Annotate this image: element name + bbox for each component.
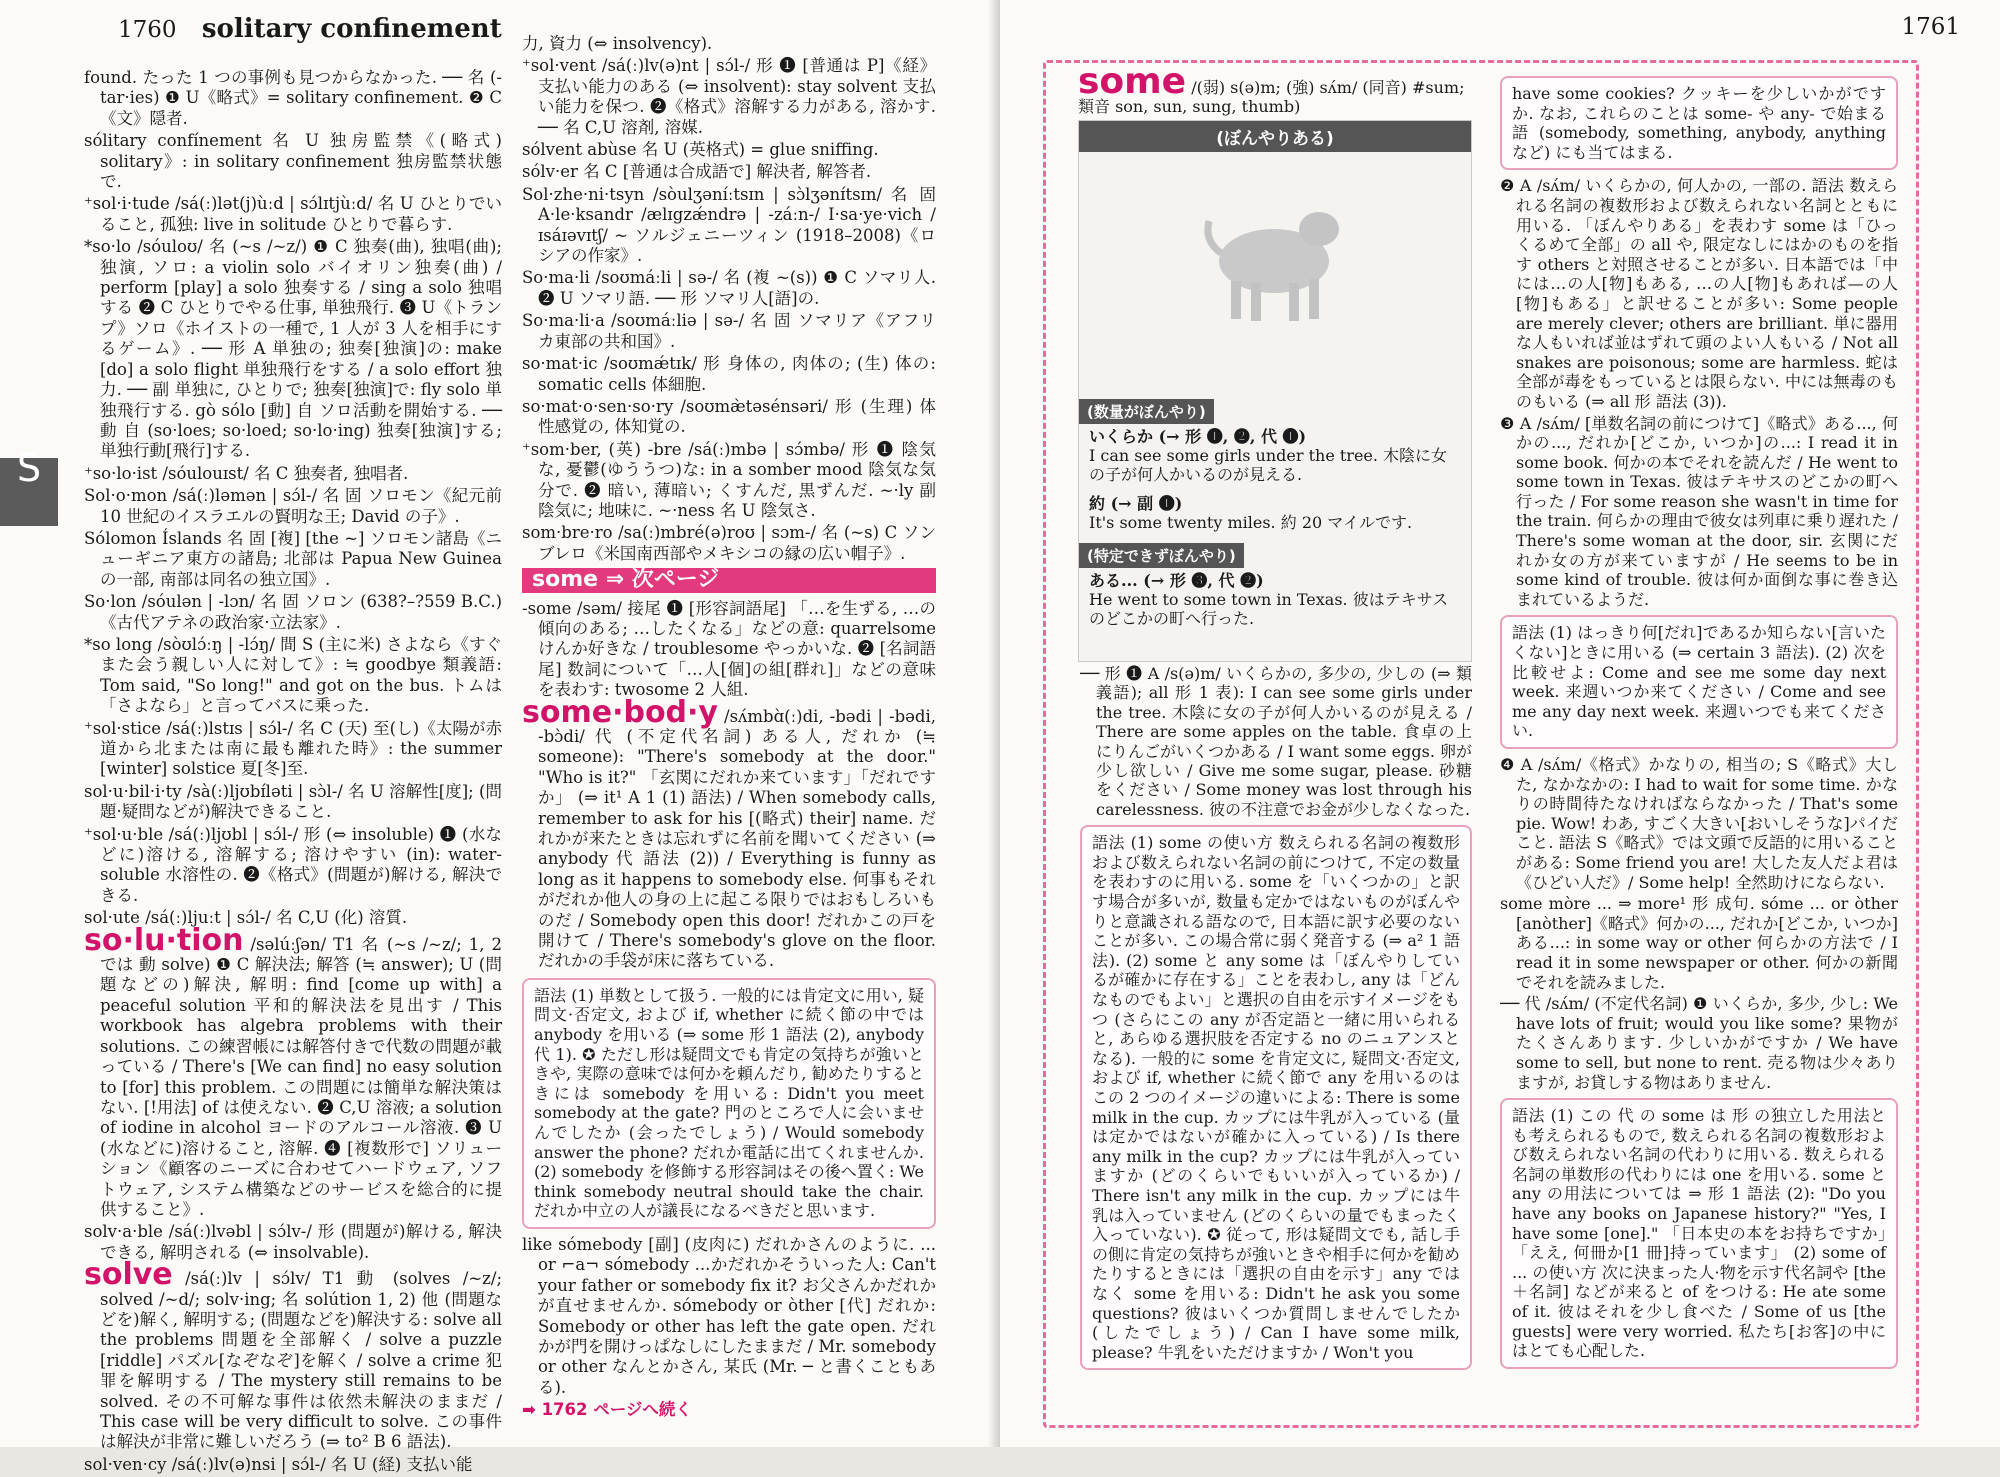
figure-section-1-head: いくらか (→ 形 ❶, ❷, 代 ❶)	[1089, 427, 1307, 446]
entry-soluble: ⁺sol·u·ble /sá(ː)ljʊbl | sɔ́l-/ 形 (⇔ insoluble) ❶ (水などに)溶ける, 溶解する; 溶けやすい (in): water-soluble 水溶性の. ❷《格式》(問題が)解ける, 解決できる.	[84, 824, 502, 905]
left-column-2	[522, 34, 936, 1421]
some-adjective-sense-3: ❸ A /sʌ́m/ [単数名詞の前につけて]《略式》ある..., 何かの..., だれか[どこか, いつか]の...: I read it in some book. 何かの本でそれを読んだ / He went to some town in Texas. 彼はテキサスのどこかの町へ行った / For some reason she wasn't in time for the train. 何らかの理由で彼女は列車に乗り遅れた / There's some woman at the door, sir. 玄関にだれか女の方が来ていますが / He seems to be in some kind of trouble. 彼は何か面倒な事に巻き込まれているようだ.	[1500, 413, 1898, 609]
figure-section-2-text: It's some twenty miles. 約 20 マイルです.	[1089, 513, 1413, 532]
entry-somatosensory: so·mat·o·sen·so·ry /soʊmæ̀təsénsəri/ 形 (生理) 体性感覚の, 体知覚の.	[522, 396, 936, 437]
entry-solitary-confinement: sólitary confínement 名 U 独房監禁《(略式) solitary》: in solitary confinement 独房監禁状態で.	[84, 131, 502, 192]
running-head-word: solitary confinement	[201, 14, 502, 44]
figure-section-3-text: He went to some town in Texas. 彼はテキサスのどこかの町へ行った.	[1089, 590, 1449, 628]
entry-solomon-islands: Sólomon Íslands 名 固 [複] [the ~] ソロモン諸島《ニューギニア東方の諸島; 北部は Papua New Guinea の一部, 南部は同名の独立国》.	[84, 528, 502, 589]
entry-solver: sólv·er 名 C [普通は合成語で] 解決者, 解答者.	[522, 162, 872, 182]
solution-definition: /səlúːʃən/ T1 名 (~s /~z/; 1, 2 では 動 solve) ❶ C 解決法; 解答 (≒ answer); U (問題などの)解決, 解明: find [come up with] a peaceful solution 平和的解決法を見出す / This workbook has algebra problems with their solutions. この練習帳には解答付きで代数の問題が載っている / There's [We can find] no easy solution to [for] this problem. この問題には簡単な解決策はない. [!用法] of は使えない. ❷ C,U 溶液; a solution of iodine in alcohol ヨードのアルコール溶液. ❸ U (水などに)溶けること, 溶解. ❹ [複数形で] ソリューション《顧客のニーズに合わせてハードウェア, ソフトウェア, システム構築などのサービスを総合的に提供すること》.	[100, 934, 503, 1219]
left-page	[0, 0, 1000, 1474]
entry-solution	[84, 922, 503, 1221]
entry-solvency: sol·ven·cy /sá(ː)lv(ə)nsi | sɔ́l-/ 名 U (経) 支払い能	[84, 1454, 473, 1474]
entry-solitary-tail: found. たった 1 つの事例も見つからなかった. ── 名 (-tar·ies) ❶ U《略式》= solitary confinement. ❷ C《文》隠者.	[84, 68, 502, 128]
entry-somatic: so·mat·ic /soʊmǽtɪk/ 形 身体の, 肉体の; (生) 体の: somatic cells 体細胞.	[522, 354, 936, 394]
entry-sombrero: som·bre·ro /sa(ː)mbré(ə)roʊ | sɔm-/ 名 (~s) C ソンブレロ《米国南西部やメキシコの縁の広い帽子》.	[522, 523, 936, 563]
entry-solve	[84, 1257, 502, 1453]
entry-solo: *so·lo /sóuloʊ/ 名 (~s /~z/) ❶ C 独奏(曲), 独唱(曲); 独演, ソロ: a violin solo バイオリン独奏(曲) / perform [play] a solo 独奏する / sing a solo 独唱する ❷ C ひとりでやる仕事, 単独飛行. ❸ U《トランプ》ソロ《ホイストの一種で, 1 人が 3 人を相手にするゲーム》. ── 形 A 単独の; 独奏[独演]の: make [do] a solo flight 単独飛行をする / a solo effort 独力. ── 副 単独に, ひとりで; 独奏[独演]で: fly solo 単独飛行する. gò sólo [動] 自 ソロ活動を開始する. ── 動 自 (so·loes; so·loed; so·lo·ing) 独奏[独演]する; 単独行動[飛行]する.	[84, 237, 502, 461]
some-pronoun-sense-1: ── 代 /sʌ́m/ (不定代名詞) ❶ いくらか, 多少, 少し: We have lots of fruit; would you like some? 果物がたくさんあります. 少しいかがですか / We have some to sell, but none to rent. 売る物は少々ありますが, お貸しする物はありません.	[1500, 994, 1898, 1092]
entry-soloist: ⁺so·lo·ist /sóulouɪst/ 名 C 独奏者, 独唱者.	[84, 463, 409, 483]
some-adjective-sense-1: ── 形 ❶ A /s(ə)m/ いくらかの, 多少の, 少しの (⇒ 類義語); all 形 1 表): I can see some girls under the tree. 木陰に女の子が何人かいるのが見える / There are some apples on the table. 食卓の上にりんごがいくつかある / I want some eggs. 卵が少し欲しい / Give me some sugar, please. 砂糖をください / Some money was lost through his carelessness. 彼の不注意でお金が少しなくなった.	[1080, 664, 1472, 819]
page-number-right: 1761	[1901, 14, 1960, 40]
entry-solvency-tail: 力, 資力 (⇔ insolvency).	[522, 34, 713, 53]
figure-section-1	[1079, 424, 1471, 535]
entry-solomon: Sol·o·mon /sá(ː)ləmən | sɔ́l-/ 名 固 ソロモン《紀元前 10 世紀のイスラエルの賢明な王; David の子》.	[84, 486, 502, 526]
some-pronunciation: /(弱) s(ə)m; (強) sʌ́m/ (同音) #sum; 類音 son, sun, sung, thumb)	[1078, 78, 1465, 116]
somebody-definition: /sʌ́mbɑ̀(ː)di, -bədi | -bədi, -bɔ̀di/ 代 (不定代名詞) ある人, だれか (≒ someone): "There's somebody at the door." "Who is it?" 「玄関にだれか来ています」「だれですか」 (⇒ it¹ A 1 (1) 語法) / When somebody calls, remember to ask for his [(略式) their] name. だれかが来たときは忘れずに名前を聞いてください (⇒ anybody 代 語法 (2)) / Everything is funny as long as it happens to somebody else. 何事もそれがだれか他人の身の上に起こる限りではおもしろいものだ / Somebody open this door! だれかこの戸を開けて / There's somebody's glove on the floor. だれかの手袋が床に落ちている.	[538, 706, 936, 971]
entry-solon: So·lon /sóulən | -lɔn/ 名 固 ソロン (638?–?559 B.C.)《古代アテネの政治家·立法家》.	[84, 592, 502, 632]
continue-link[interactable]: ➡ 1762 ページへ続く	[522, 1400, 692, 1420]
figure-section-label-1: (数量がぼんやり)	[1079, 399, 1214, 424]
entry-solstice: ⁺sol·stice /sá(ː)lstɪs | sɔ́l-/ 名 C (天) 至(し)《太陽が赤道から北または南に最も離れた時》: the summer [winter] solstice 夏[冬]至.	[84, 718, 502, 779]
right-column-2	[1500, 70, 1898, 1375]
figure-section-3-head: ある... (→ 形 ❸, 代 ❷)	[1089, 571, 1264, 590]
entry-somalia: So·ma·li·a /soʊmáːliə | sə-/ 名 固 ソマリア《アフリカ東部の共和国》.	[522, 311, 936, 351]
entry-solitude: ⁺sol·i·tude /sá(ː)lət(j)ùːd | sɔ́lɪtjùːd/ 名 U ひとりでいること, 孤独: live in solitude ひとりで暮らす.	[84, 194, 502, 234]
usage-note-some-3: 語法 (1) はっきり何[だれ]であるか知らない[言いたくない]ときに用いる (⇒ certain 3 語法). (2) 次を比較せよ: Come and see me some day next week. 来週いつか来てください / Come and see me any day next week. 来週いつでも来てください.	[1500, 615, 1898, 749]
right-column-1	[1080, 664, 1472, 1376]
usage-note-some-any: 語法 (1) some の使い方 数えられる名詞の複数形および数えられない名詞の前につけて, 不定の数量を表わすのに用いる. some を「いくつかの」と訳す場合が多いが, 数量も定かではないものがぼんやりと意識される語なので, 日本語に訳す必要のないことが多い. この場合常に弱く発音する (⇒ a² 1 語法). (2) some と any some は「ぼんやりしているが確かに存在する」ことを表わし, any は「どんなものでもよい」と選択の自由を示すイメージをもつ (さらにこの any が否定語と一緒に用いられると, あらゆる選択肢を否定する no のニュアンスとなる). 一般的に some を肯定文に, 疑問文·否定文, および if, whether に続く節で any を用いるのはこの 2 つのイメージの違いによる: There is some milk in the cup. カップには牛乳が入っている (量は定かではないが確かに入っている) / Is there any milk in the cup? カップには牛乳が入っていますか (どのくらいでもいいが入っているか) / There isn't any milk in the cup. カップには牛乳は入っていません (どのくらいの量でもまったく入っていない). ✪ 従って, 形は疑問文でも, 話し手の側に肯定の気持ちが強いときや相手に何かを勧めたりするときには「選択の自由を示す」any ではなく some を用いる: Didn't he ask you some questions? 彼はいくつか質問しませんでしたか (したでしょう) / Can I have some milk, please? 牛乳をいただけますか / Won't you	[1080, 825, 1472, 1370]
dog-silhouette-icon	[1199, 191, 1349, 331]
entry-solvable: solv·a·ble /sá(ː)lvəbl | sɔ́lv-/ 形 (問題が)解ける, 解決できる, 解明される (⇔ insolvable).	[84, 1222, 502, 1262]
some-illustration-box	[1078, 120, 1472, 662]
entry-solvent: ⁺sol·vent /sá(ː)lv(ə)nt | sɔ́l-/ 形 ❶ [普通は P]《経》支払い能力のある (⇔ insolvent): stay solvent 支払い能力を保つ. ❷《格式》溶解する力がある, 溶かす. ── 名 C,U 溶剤, 溶媒.	[522, 56, 936, 137]
some-headword: some	[1078, 61, 1187, 102]
entry-solzhenitsyn: Sol·zhe·ni·tsyn /sòulʒəníːtsɪn | sɔ̀lʒənɪ́tsɪn/ 名 固 A·le·ksandr /ælɪgzǽndrə | -záːn-/ I·sa·ye·vich /ɪsáɪəvɪtʃ/ ~ ソルジェニーツィン (1918–2008)《ロシアの作家》.	[522, 184, 936, 266]
some-banner: some ⇒ 次ページ	[522, 568, 936, 592]
figure-section-2-head: 約 (→ 副 ❶)	[1089, 494, 1183, 513]
some-headword-block	[1078, 61, 1468, 116]
entry-like-somebody: like sómebody [副] (皮肉に) だれかさんのように. ... or ⌐a¬ sómebody ...かだれかそういった人: Can't your father or somebody fix it? お父さんかだれかが直せませんか. sómebody or òther [代] だれか: Somebody or other has left the gate open. だれかが門を開けっぱなしにしたままだ / Mr. somebody or other なんとかさん, 某氏 (Mr. ─ と書くこともある).	[522, 1235, 936, 1397]
left-column-1	[84, 68, 502, 1477]
running-head	[118, 14, 502, 44]
entry-solvent-abuse: sólvent abùse 名 U (英格式) = glue sniffing.	[522, 140, 879, 160]
solution-headword: so·lu·tion	[84, 922, 244, 958]
figure-section-3	[1079, 568, 1471, 631]
entry-so-long: *so long /sòʊlɔ́ːŋ | -lɔ́ŋ/ 間 S (主に米) さよなら《すぐまた会う親しい人に対して》: ≒ goodbye 類義語: Tom said, "So long!" and got on the bus. トムは「さよなら」と言ってバスに乗った.	[84, 634, 502, 716]
somebody-headword: some·bod·y	[522, 694, 718, 730]
solve-definition: /sá(ː)lv | sɔ́lv/ T1 動 (solves /~z/; solved /~d/; solv·ing; 名 solútion 1, 2) 他 (問題などを)解く, 解明する; (問題などを)解決する: solve all the problems 問題を全部解く / solve a puzzle [riddle] パズル[なぞなぞ]を解く / solve a crime 犯罪を解明する / The mystery still remains to be solved. その不可解な事件は依然未解決のままだ / This case will be very difficult to solve. この事件は解決が非常に難しいだろう (⇒ to² B 6 語法).	[100, 1269, 502, 1452]
some-adjective-sense-4: ❹ A /sʌ́m/《格式》かなりの, 相当の; S《略式》大した, なかなかの: I had to wait for some time. かなりの時間待たなければならなかった / That's some pie. Wow! わあ, すごく大きい[おいしそうな]パイだこと. 語法 S《略式》では文頭で反語的に用いることがある: Some friend you are! 大した友人だよ君は《ひどい人だ》/ Some help! 全然助けにならない.	[1500, 755, 1898, 892]
entry-somber: ⁺som·ber, (英) -bre /sá(ː)mbə | sɔ́mbə/ 形 ❶ 陰気な, 憂鬱(ゆううつ)な: in a somber mood 陰気な気分で. ❷ 暗い, 薄暗い; くすんだ, 黒ずんだ. ~·ly 副 陰気に; 地味に. ~·ness 名 U 陰気さ.	[522, 439, 936, 520]
figure-section-1-text: I can see some girls under the tree. 木陰に女の子が何人かいるのが見える.	[1089, 446, 1448, 484]
page-number: 1760	[118, 17, 177, 43]
solve-headword: solve	[84, 1257, 173, 1293]
entry-solubility: sol·u·bil·i·ty /sà(ː)ljʊbɪ́ləti | sɔ̀l-/ 名 U 溶解性[度]; (問題·疑問などが)解決できること.	[84, 781, 502, 822]
figure-sections	[1079, 391, 1471, 631]
note-continuation: have some cookies? クッキーを少しいかがですか. なお, これらのことは some- や any- で始まる語 (somebody, something, anybody, anything など) にも当てはまる.	[1500, 76, 1898, 170]
figure-section-label-3: (特定できずぼんやり)	[1079, 543, 1244, 568]
some-phrases: some mòre ... ⇒ more¹ 形 成句. sóme ... or òther [anòther]《略式》何かの..., だれか[どこか, いつか]ある...: in some way or other 何らかの方法で / I read it in some newspaper or other. 何かの新聞でそれを読みました.	[1500, 894, 1898, 992]
entry-somebody	[522, 694, 936, 972]
entry-somali: So·ma·li /soʊmáːli | sə-/ 名 (複 ~(s)) ❶ C ソマリ人. ❷ U ソマリ語. ── 形 ソマリ人[語]の.	[522, 268, 936, 308]
entry-some-suffix: -some /səm/ 接尾 ❶ [形容詞語尾] 「…を生ずる, …の傾向のある; …したくなる」などの意: quarrelsome けんか好きな / troublesome やっかいな. ❷ [名詞語尾] 数詞について「…人[個]の組[群れ]」などの意味を表わす: twosome 2 人組.	[522, 598, 936, 700]
entry-solute: sol·ute /sá(ː)ljuːt | sɔ́l-/ 名 C,U (化) 溶質.	[84, 908, 408, 928]
usage-note-some-pronoun: 語法 (1) この 代 の some は 形 の独立した用法とも考えられるもので, 数えられる名詞の複数形および数えられない名詞の代わりに用いる. 数えられる名詞の単数形の代わりには one を用いる. some と any の用法については ⇒ 形 1 語法 (2): "Do you have any books on Japanese history?" "Yes, I have some [one]." 「日本史の本をお持ちですか」「ええ, 何冊か[1 冊]持っています」 (2) some of ... の使い方 次に決まった人·物を示す代名詞や [the＋名詞] などが来ると of をつける: He ate some of it. 彼はそれを少し食べた / Some of us [the guests] were very worried. 私たち[お客]の中にはとても心配した.	[1500, 1098, 1898, 1369]
some-adjective-sense-2: ❷ A /sʌ́m/ いくらかの, 何人かの, 一部の. 語法 数えられる名詞の複数形および数えられない名詞とともに用いる. 「ぼんやりある」を表わす some は「ひっくるめて全部」の all や, 限定なしにはかのものを指す others と対照させることが多い. 日本語では「中には…の人[物]もある, …の人[物]もあれば—の人[物]もある」と訳せることが多い: Some people are merely clever; others are brilliant. 単に器用な人もいれば並はずれて頭のよい人もいる / Not all snakes are poisonous; some are harmless. 蛇は全部が毒をもっているとは限らない. 中には無毒のものもいる (⇒ all 形 語法 (3)).	[1500, 176, 1898, 411]
usage-note-somebody: 語法 (1) 単数として扱う. 一般的には肯定文に用い, 疑問文·否定文, および if, whether に続く節の中では anybody を用いる (⇒ some 形 1 語法 (2), anybody 代 1). ✪ ただし形は疑問文でも肯定の気持ちが強いときや, 実際の意味では何かを頼んだり, 勧めたりするときには somebody を用いる: Didn't you meet somebody at the gate? 門のところで人に会いませんでしたか (会ったでしょう) / Would somebody answer the phone? だれか電話に出てくれませんか. (2) somebody を修飾する形容詞はその後へ置く: We think somebody neutral should take the chair. だれか中立の人が議長になるべきだと思います.	[522, 978, 936, 1229]
figure-title: (ぼんやりある)	[1079, 121, 1471, 152]
thumb-index-letter: S	[16, 446, 42, 490]
